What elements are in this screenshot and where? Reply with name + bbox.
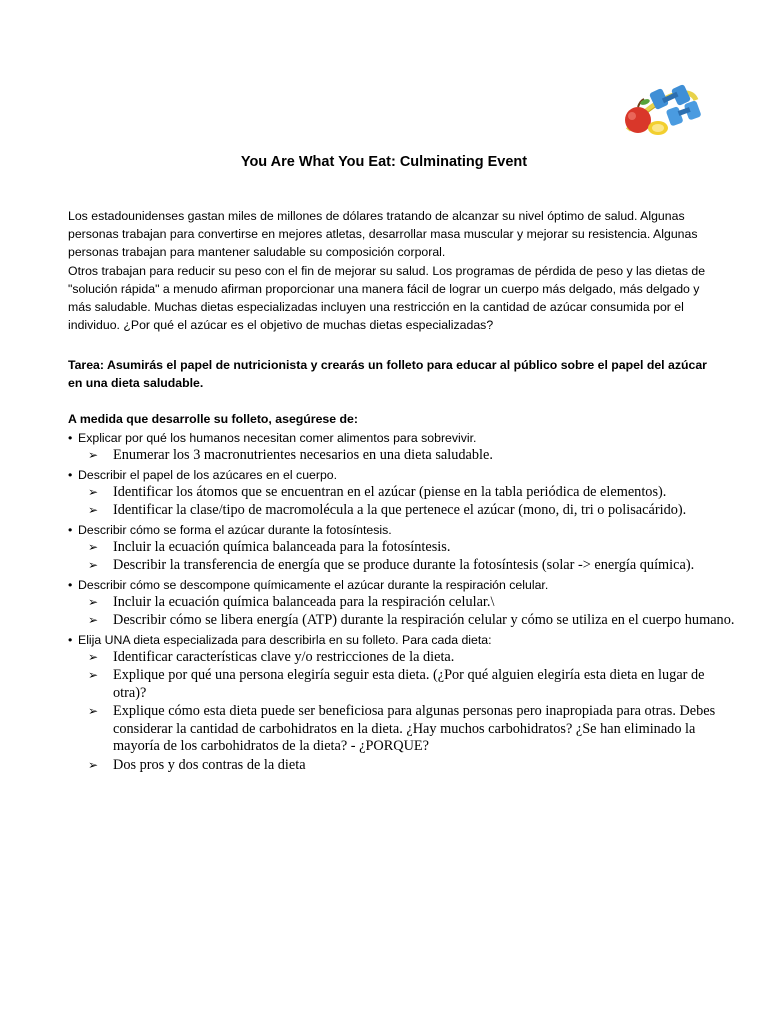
checklist-subitem — [68, 703, 738, 756]
bullet-icon: • — [68, 632, 73, 647]
checklist-subitem-text: Identificar los átomos que se encuentran en el azúcar (piense en la tabla periódica de elementos). — [113, 483, 667, 500]
checklist-subitem-text: Explique cómo esta dieta puede ser beneficiosa para algunas personas pero inapropiada para otras. Debes considerar la cantidad de carbohidratos en la dieta. ¿Hay muchos carbohidratos? ¿Se han eliminado la mayoría de los carbohidratos de la dieta? - ¿PORQUE? — [113, 703, 716, 754]
checklist-subitem-text: Identificar características clave y/o restricciones de la dieta. — [113, 648, 455, 665]
arrow-bullet-icon: ➢ — [88, 503, 99, 517]
checklist-subitem — [68, 447, 738, 465]
checklist-item — [68, 429, 738, 447]
checklist-subitem — [68, 502, 738, 520]
checklist-item-text: Describir cómo se descompone químicamente el azúcar durante la respiración celular. — [78, 577, 549, 592]
apple-dumbbell-tape-measure-icon — [618, 84, 702, 140]
checklist-item — [68, 521, 738, 539]
bullet-icon: • — [68, 577, 73, 592]
checklist-subitem-text: Incluir la ecuación química balanceada para la respiración celular.\ — [113, 593, 495, 610]
arrow-bullet-icon: ➢ — [88, 594, 99, 609]
checklist-subitem — [68, 667, 738, 702]
checklist-subitem — [68, 649, 738, 667]
checklist-item-text: Describir cómo se forma el azúcar durante la fotosíntesis. — [78, 522, 392, 537]
checklist-subitem — [68, 484, 738, 502]
intro-section — [68, 207, 718, 334]
bullet-icon: • — [68, 522, 73, 537]
checklist-subitem-text: Describir la transferencia de energía que se produce durante la fotosíntesis (solar -> energía química). — [113, 557, 695, 573]
arrow-bullet-icon: ➢ — [88, 448, 99, 462]
checklist-subitem — [68, 594, 738, 612]
bullet-icon: • — [68, 467, 73, 482]
checklist-item — [68, 466, 738, 484]
checklist-subitem — [68, 612, 738, 630]
checklist-item-text: Describir el papel de los azúcares en el cuerpo. — [78, 467, 338, 482]
checklist-item — [68, 631, 738, 649]
arrow-bullet-icon: ➢ — [88, 757, 99, 772]
checklist-item — [68, 576, 738, 594]
arrow-bullet-icon: ➢ — [88, 649, 99, 664]
checklist-item-text: Elija UNA dieta especializada para describirla en su folleto. Para cada dieta: — [78, 632, 492, 647]
checklist-subitem — [68, 557, 738, 575]
checklist-heading: A medida que desarrolle su folleto, asegúrese de: — [68, 412, 358, 426]
intro-paragraph: Los estadounidenses gastan miles de millones de dólares tratando de alcanzar su nivel óptimo de salud. Algunas personas trabajan para convertirse en mejores atletas, desarrollar masa muscular y mejorar su resistencia. Algunas personas trabajan para mantener saludable su composición corporal. — [68, 209, 698, 260]
arrow-bullet-icon: ➢ — [88, 668, 99, 682]
checklist — [68, 410, 738, 775]
checklist-subitem-text: Enumerar los 3 macronutrientes necesarios en una dieta saludable. — [113, 447, 493, 463]
page-title: You Are What You Eat: Culminating Event — [240, 154, 528, 170]
bullet-icon: • — [68, 431, 73, 445]
arrow-bullet-icon: ➢ — [88, 704, 99, 718]
checklist-subitem-text: Dos pros y dos contras de la dieta — [113, 756, 306, 773]
arrow-bullet-icon: ➢ — [88, 484, 99, 499]
arrow-bullet-icon: ➢ — [88, 613, 99, 627]
checklist-subitem — [68, 757, 738, 775]
checklist-subitem — [68, 539, 738, 557]
checklist-subitem-text: Incluir la ecuación química balanceada para la fotosíntesis. — [113, 538, 451, 555]
checklist-subitem-text: Describir cómo se libera energía (ATP) durante la respiración celular y cómo se utiliza en el cuerpo humano. — [113, 612, 735, 628]
checklist-subitem-text: Explique por qué una persona elegiría seguir esta dieta. (¿Por qué alguien elegiría esta dieta en lugar de otra)? — [113, 667, 705, 701]
arrow-bullet-icon: ➢ — [88, 558, 99, 572]
checklist-item-text: Explicar por qué los humanos necesitan comer alimentos para sobrevivir. — [78, 431, 477, 445]
checklist-subitem-text: Identificar la clase/tipo de macromolécula a la que pertenece el azúcar (mono, di, tri o polisacárido). — [113, 502, 687, 518]
intro-paragraph: Otros trabajan para reducir su peso con el fin de mejorar su salud. Los programas de pérdida de peso y las dietas de "solución rápida" a menudo afirman proporcionar una manera fácil de lograr un cuerpo más delgado, más delgado y más saludable. Muchas dietas especializadas incluyen una restricción en la cantidad de azúcar consumida por el individuo. ¿Por qué el azúcar es el objetivo de muchas dietas especializadas? — [68, 263, 706, 333]
task-statement: Tarea: Asumirás el papel de nutricionista y crearás un folleto para educar al público sobre el papel del azúcar en una dieta saludable. — [68, 358, 707, 390]
arrow-bullet-icon: ➢ — [88, 539, 99, 554]
